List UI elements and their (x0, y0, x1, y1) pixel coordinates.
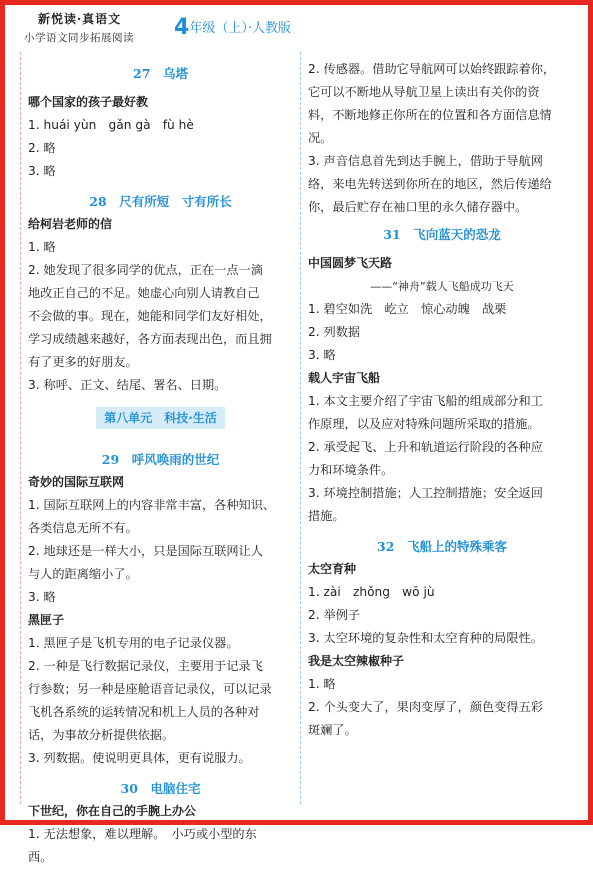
lesson-title: 28 尺有所短 寸有所长 (89, 194, 232, 209)
answer-line: 2. 地球还是一样大小，只是国际互联网让人 (28, 544, 263, 558)
answer-line: 1. 略 (308, 677, 336, 691)
answer-line: 2. 传感器。借助它导航网可以始终跟踪着你， (308, 62, 556, 76)
brand-title: 新悦读·真语文 (38, 12, 122, 26)
article-title: 黑匣子 (28, 613, 65, 627)
answer-line: 作原理，以及应对特殊问题所采取的措施。 (308, 417, 540, 431)
answer-line: 力和环境条件。 (308, 463, 394, 477)
answer-line: 3. 环境控制措施；人工控制措施；安全返回 (308, 486, 543, 500)
answer-line: 它可以不断地从导航卫星上读出有关你的资 (308, 85, 540, 99)
series-title: 小学语文同步拓展阅读 (24, 32, 134, 44)
answer-line: 各类信息无所不有。 (28, 521, 138, 535)
grade-number: 4 (174, 15, 190, 40)
section-spacer (28, 770, 293, 777)
section-spacer (308, 528, 576, 535)
answer-line: 1. zài zhǒng wō jù (308, 585, 435, 599)
answer-line: 3. 略 (28, 590, 56, 604)
page-header (24, 8, 324, 48)
answer-line: 不会做的事。现在，她能和同学们友好相处， (28, 309, 272, 323)
answer-line: 话，为事故分析提供依据。 (28, 728, 175, 742)
lesson-title: 31 飞向蓝天的恐龙 (383, 227, 501, 242)
lesson-title: 29 呼风唤雨的世纪 (101, 452, 220, 467)
unit-label: 第八单元 科技·生活 (96, 407, 225, 429)
answer-line: 1. 国际互联网上的内容非常丰富，各种知识、 (28, 498, 276, 512)
article-title: 给柯岩老师的信 (28, 217, 113, 231)
answer-line: 1. 碧空如洗 屹立 惊心动魄 战栗 (308, 302, 507, 316)
article-subtitle: ——“神舟”载人飞船成功飞天 (370, 280, 514, 293)
answer-line: 3. 称呼、正文、结尾、署名、日期。 (28, 378, 227, 392)
answer-line: 3. 略 (28, 164, 56, 178)
article-title: 我是太空辣椒种子 (308, 654, 405, 668)
answer-line: 学习成绩越来越好，各方面表现出色，而且拥 (28, 332, 272, 346)
section-spacer (28, 183, 293, 190)
answer-line: 措施。 (308, 509, 345, 523)
answer-line: 1. 黑匣子是飞机专用的电子记录仪器。 (28, 636, 239, 650)
answer-line: 料，不断地修正你所在的位置和各方面信息情 (308, 108, 552, 122)
answer-line: 行参数；另一种是座舱语音记录仪，可以记录 (28, 682, 272, 696)
answer-line: 1. 略 (28, 240, 56, 254)
answer-line: 3. 略 (308, 348, 336, 362)
answer-line: 2. 她发现了很多同学的优点，正在一点一滴 (28, 263, 263, 277)
article-title: 太空育种 (308, 562, 357, 576)
answer-line: 你，最后贮存在袖口里的永久储存器中。 (308, 200, 528, 214)
grade-text: 年级（上）·人教版 (189, 21, 291, 36)
answer-line: 2. 个头变大了，果肉变厚了，颜色变得五彩 (308, 700, 543, 714)
answer-line: 有了更多的好朋友。 (28, 355, 138, 369)
margin-line (20, 52, 21, 804)
answer-line: 3. 声音信息首先到达手腕上，借助于导航网 (308, 154, 543, 168)
answer-line: 况。 (308, 131, 333, 145)
answer-line: 2. 一种是飞行数据记录仪，主要用于记录飞 (28, 659, 263, 673)
article-title: 下世纪，你在自己的手腕上办公 (28, 804, 197, 818)
left-column (28, 58, 293, 869)
answer-line: 1. 无法想象，难以理解。 小巧或小型的东 (28, 827, 257, 841)
article-title: 哪个国家的孩子最好教 (28, 95, 149, 109)
lesson-title: 32 飞船上的特殊乘客 (377, 539, 507, 554)
answer-line: 2. 承受起飞、上升和轨道运行阶段的各种应 (308, 440, 543, 454)
answer-line: 络，来电先转送到你所在的地区，然后传递给 (308, 177, 552, 191)
answer-line: 2. 略 (28, 141, 56, 155)
answer-line: 与人的距离缩小了。 (28, 567, 138, 581)
grade-label (174, 15, 291, 40)
section-spacer (28, 441, 293, 448)
answer-line: 3. 太空环境的复杂性和太空育种的局限性。 (308, 631, 543, 645)
lesson-title: 27 乌塔 (133, 66, 188, 81)
unit-banner (28, 407, 293, 429)
article-title: 奇妙的国际互联网 (28, 475, 125, 489)
answer-line: 地改正自己的不足。她虚心向别人请教自己 (28, 286, 260, 300)
answer-line: 1. 本文主要介绍了宇宙飞船的组成部分和工 (308, 394, 543, 408)
answer-line: 2. 举例子 (308, 608, 361, 622)
answer-line: 1. huái yùn gǎn gà fù hè (28, 118, 194, 132)
article-title: 中国圆梦飞天路 (308, 256, 393, 270)
answer-line: 3. 列数据。使说明更具体，更有说服力。 (28, 751, 251, 765)
answer-line: 2. 列数据 (308, 325, 361, 339)
lesson-title: 30 电脑住宅 (120, 781, 201, 796)
answer-line: 斑斓了。 (308, 723, 357, 737)
article-title: 载人宇宙飞船 (308, 371, 381, 385)
answer-line: 飞机各系统的运转情况和机上人员的各种对 (28, 705, 260, 719)
right-column (308, 58, 576, 742)
answer-line: 西。 (28, 850, 53, 864)
column-divider (300, 52, 301, 804)
